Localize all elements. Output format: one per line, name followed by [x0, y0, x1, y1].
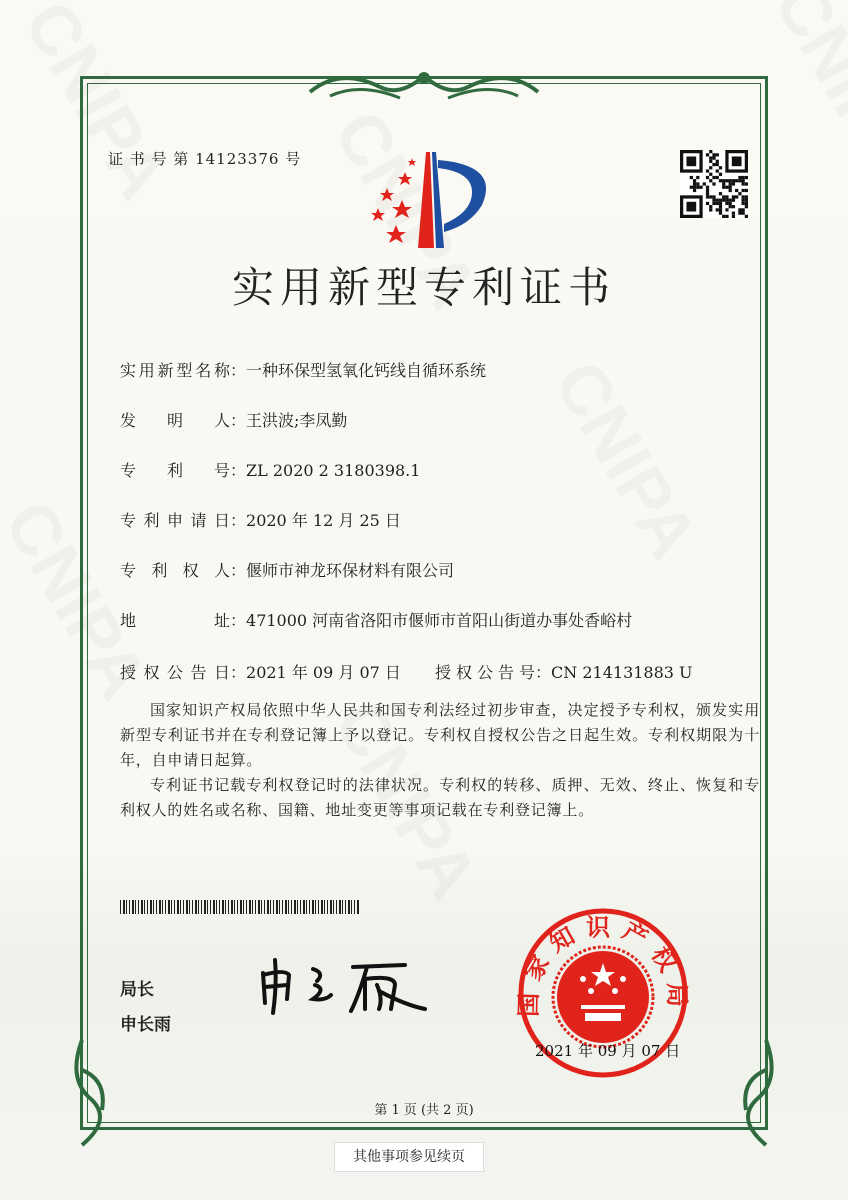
- seal-date: 2021 年 09 月 07 日: [535, 1042, 681, 1060]
- field-row: [120, 358, 486, 381]
- field-label: 实用新型名称: [120, 361, 230, 380]
- director-signature: [255, 955, 435, 1015]
- barcode: [120, 900, 360, 914]
- field-row: [120, 508, 401, 531]
- grant-number-field: [435, 660, 693, 683]
- field-label: 发明人: [120, 411, 230, 430]
- seal-text: 国家知识产权局: [515, 913, 691, 1018]
- qr-code: [680, 150, 748, 218]
- field-label: 专利权人: [120, 561, 230, 580]
- director-name: 申长雨: [120, 1015, 171, 1035]
- certificate-number: 证 书 号 第 14123376 号: [108, 150, 302, 168]
- field-row: [120, 458, 420, 481]
- field-value: 王洪波;李凤勤: [246, 411, 348, 430]
- top-ornament: [300, 62, 548, 106]
- statement-paragraph: 专利证书记载专利权登记时的法律状况。专利权的转移、质押、无效、终止、恢复和专利权人的姓名或名称、国籍、地址变更等事项记载在专利登记簿上。: [120, 776, 760, 819]
- certificate-statement: [120, 698, 760, 823]
- page-indicator: 第 1 页 (共 2 页): [374, 1103, 474, 1118]
- field-colon: ：: [230, 361, 247, 380]
- field-colon: ：: [230, 411, 247, 430]
- field-colon: ：: [230, 511, 247, 530]
- field-label: 授权公告号: [435, 663, 535, 682]
- field-colon: ：: [230, 561, 247, 580]
- field-value: 471000 河南省洛阳市偃师市首阳山街道办事处香峪村: [246, 611, 633, 630]
- field-row: [120, 660, 401, 683]
- field-value: 一种环保型氢氧化钙线自循环系统: [246, 361, 487, 380]
- field-row: [120, 558, 454, 581]
- watermark: [759, 0, 848, 192]
- field-value: CN 214131883 U: [551, 663, 693, 682]
- cnipa-logo: [360, 150, 500, 250]
- field-value: 2021 年 09 月 07 日: [246, 663, 401, 682]
- corner-ornament-left: [62, 1040, 132, 1150]
- continuation-note: 其他事项参见续页: [334, 1142, 484, 1172]
- statement-paragraph: 国家知识产权局依照中华人民共和国专利法经过初步审查，决定授予专利权，颁发实用新型专利证书并在专利登记簿上予以登记。专利权自授权公告之日起生效。专利权期限为十年，自申请日起算。: [120, 701, 760, 769]
- field-label: 专利申请日: [120, 511, 230, 530]
- director-title: 局长: [120, 980, 154, 1000]
- field-value: ZL 2020 2 3180398.1: [246, 461, 421, 480]
- field-value: 偃师市神龙环保材料有限公司: [246, 561, 455, 580]
- field-colon: ：: [230, 663, 247, 682]
- page-title: 实用新型专利证书: [231, 263, 616, 312]
- corner-ornament-right: [716, 1040, 786, 1150]
- field-colon: ：: [535, 663, 552, 682]
- field-row: [120, 408, 347, 431]
- field-label: 专利号: [120, 461, 230, 480]
- field-colon: ：: [230, 611, 247, 630]
- field-value: 2020 年 12 月 25 日: [246, 511, 401, 530]
- field-colon: ：: [230, 461, 247, 480]
- field-label: 授权公告日: [120, 663, 230, 682]
- field-row: [120, 608, 632, 631]
- field-label: 地址: [120, 611, 230, 630]
